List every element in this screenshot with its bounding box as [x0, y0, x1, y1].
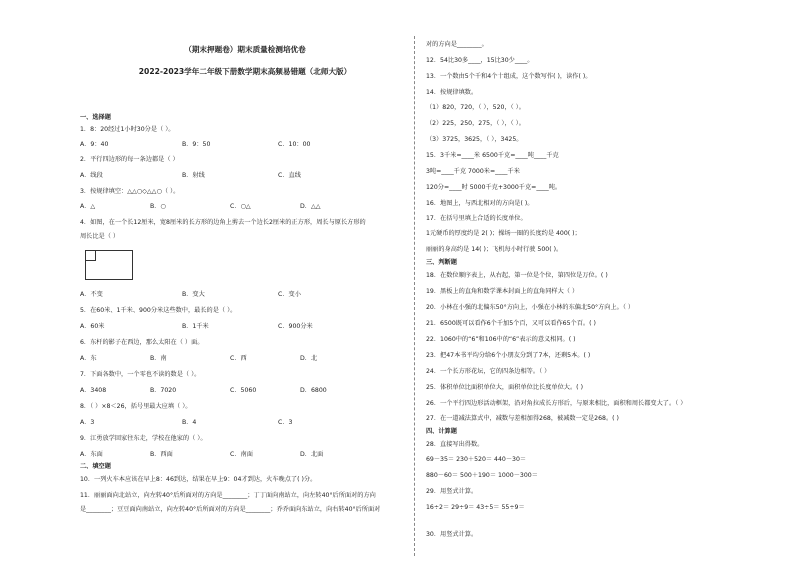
section-heading-calc: 四、计算题: [426, 428, 457, 435]
question-29: 29．用竖式计算。: [426, 488, 478, 495]
question-28-row1: 69－35＝ 230＋520＝ 440－30＝: [426, 456, 527, 463]
question-14-1: （1）820，720，（ ），520，（ ）。: [426, 104, 525, 111]
q4-option-a: A．不变: [80, 291, 103, 298]
question-14-3: （3）3725，3625，（ ），3425。: [426, 136, 523, 143]
question-4-line1: 4．如图，在一个长12厘米，宽8厘米的长方形的边角上剪去一个边长2厘米的正方形，周长与原长方形的: [80, 219, 366, 226]
question-19: 19．黑板上的直角和数学课本封面上的直角同样大（ ）: [426, 288, 579, 295]
question-2: 2．平行四边形的每一条边都是（ ）: [80, 156, 179, 163]
question-11-line2: 是________；豆豆面向南站立，向左转40°后所面对的方向是________；乔乔面向东站立，向右转40°后所面对: [80, 506, 381, 513]
q3-option-b: B．○: [150, 203, 166, 210]
q4-option-c: C．变小: [278, 291, 301, 298]
question-12: 12．54比30多____，15比30少____。: [426, 57, 534, 64]
question-5: 5．在60米、1千米、900分米这些数中，最长的是（ ）。: [80, 307, 237, 314]
q1-option-a: A．9：40: [80, 141, 109, 148]
q7-option-a: A．3408: [80, 387, 107, 394]
question-7: 7．下面各数中，一个零也不读的数是（ ）。: [80, 371, 201, 378]
q7-option-b: B．7020: [150, 387, 177, 394]
section-heading-fill: 二、填空题: [80, 463, 111, 470]
question-3: 3．按规律填空：△△○◇△△○（ ）。: [80, 188, 180, 195]
q8-option-c: C．3: [278, 419, 293, 426]
question-21: 21．6500既可以看作6个千加5个百，又可以看作65个百。( ): [426, 320, 596, 327]
question-8: 8．（ ）×8＜26，括号里最大应填（ ）。: [80, 403, 192, 410]
question-9: 9．江勇放学回家往东走，学校在他家的（ ）。: [80, 435, 207, 442]
q2-option-c: C．直线: [278, 172, 301, 179]
section-heading-choice: 一、选择题: [80, 114, 111, 121]
question-15-line3: 120分=____时 5000千克+3000千克=____吨。: [426, 184, 562, 191]
question-17: 17．在括号里填上合适的长度单位。: [426, 215, 527, 222]
rectangle-figure: [85, 250, 133, 280]
question-22: 22．1060中的“6”和106中的“6”表示的意义相同。( ): [426, 336, 576, 343]
q5-option-a: A．60米: [80, 323, 105, 330]
q7-option-c: C．5060: [230, 387, 257, 394]
q2-option-a: A．线段: [80, 172, 103, 179]
question-25: 25．体积单位比面积单位大，面积单位比长度单位大。( ): [426, 384, 583, 391]
question-6: 6．东杆的影子在西边，那么太阳在（ ）面。: [80, 339, 204, 346]
q4-option-b: B．变大: [182, 291, 205, 298]
question-11-line1: 11．丽丽面向北站立，向左转40°后所面对的方向是________；丁丁面向南站立，向左转40°后所面对的方向: [80, 492, 376, 499]
question-29-row: 16÷2＝ 29÷9＝ 43÷5＝ 55÷9＝: [426, 504, 525, 511]
question-27: 27．在一道减法算式中，减数与差相加得268，被减数一定是268。( ): [426, 415, 619, 422]
q6-option-c: C．西: [230, 355, 247, 362]
q6-option-a: A．东: [80, 355, 97, 362]
q9-option-c: C．南面: [230, 451, 253, 458]
question-1: 1．8：20经过1小时30分是（ ）。: [80, 126, 175, 133]
q6-option-d: D．北: [300, 355, 318, 362]
column-divider: [414, 36, 415, 556]
question-23: 23．把47本书平均分给6个小朋友分到了7本，还剩5本。( ): [426, 352, 591, 359]
q9-option-b: B．西面: [150, 451, 173, 458]
question-14-2: （2）225，250，275，（ ），（ ）。: [426, 120, 525, 127]
exam-title: （期末押题卷）期末质量检测培优卷: [184, 45, 306, 54]
question-4-line2: 周长比是（ ）: [80, 233, 120, 240]
question-28-row2: 880－60＝ 500＋190＝ 1000－300＝: [426, 472, 538, 479]
question-18: 18．在数位顺序表上，从右起，第一位是个位，第四位是万位。( ): [426, 272, 608, 279]
q9-option-a: A．东面: [80, 451, 103, 458]
q3-option-d: D．△△: [300, 203, 321, 210]
exam-subtitle: 2022-2023学年二年级下册数学期末高频易错题（北师大版）: [138, 67, 352, 76]
question-11-line3: 对的方向是________。: [426, 41, 488, 48]
question-16: 16．地图上，与西北相对的方向是( )。: [426, 200, 534, 207]
q5-option-b: B．1千米: [182, 323, 209, 330]
question-28: 28．直接写出得数。: [426, 441, 484, 448]
question-10: 10．一列火车本应该在早上8：46到达，结果在早上9：04才到达，火车晚点了( )分。: [80, 476, 317, 483]
question-20: 20．小林在小强的北偏东50°方向上，小强在小林的东偏北50°方向上。（ ）: [426, 304, 635, 311]
question-14: 14．按规律填数。: [426, 89, 478, 96]
q5-option-c: C．900分米: [278, 323, 313, 330]
question-26: 26．一个平行四边形活动框架，沿对角拉成长方形后，与原来相比，面积和周长都变大了。（ ）: [426, 400, 687, 407]
q8-option-a: A．3: [80, 419, 95, 426]
q9-option-d: D．北面: [300, 451, 324, 458]
q3-option-c: C．○△: [230, 203, 251, 210]
question-15-line1: 15．3千米=____米 6500千克=____吨____千克: [426, 152, 559, 159]
q1-option-c: C．10：00: [278, 141, 311, 148]
q1-option-b: B．9：50: [182, 141, 211, 148]
cut-corner-square: [86, 251, 96, 261]
question-24: 24．一个长方形花坛，它的四条边相等。（ ）: [426, 368, 551, 375]
question-15-line2: 3吨=____千克 7000米=____千米: [426, 168, 520, 175]
q2-option-b: B．射线: [182, 172, 205, 179]
q8-option-b: B．4: [182, 419, 197, 426]
question-17-line1: 1元硬币的厚度约是 2( )；操场一圈的长度约是 400( )；: [426, 230, 581, 237]
section-heading-judge: 三、判断题: [426, 259, 457, 266]
question-13: 13．一个数由5个千和4个十组成，这个数写作( )，读作( )。: [426, 73, 592, 80]
q6-option-b: B．南: [150, 355, 167, 362]
question-17-line2: 丽丽的身高约是 14( )；飞机每小时行驶 500( )。: [426, 246, 563, 253]
question-30: 30．用竖式计算。: [426, 531, 478, 538]
q7-option-d: D．6800: [300, 387, 327, 394]
q3-option-a: A．△: [80, 203, 96, 210]
